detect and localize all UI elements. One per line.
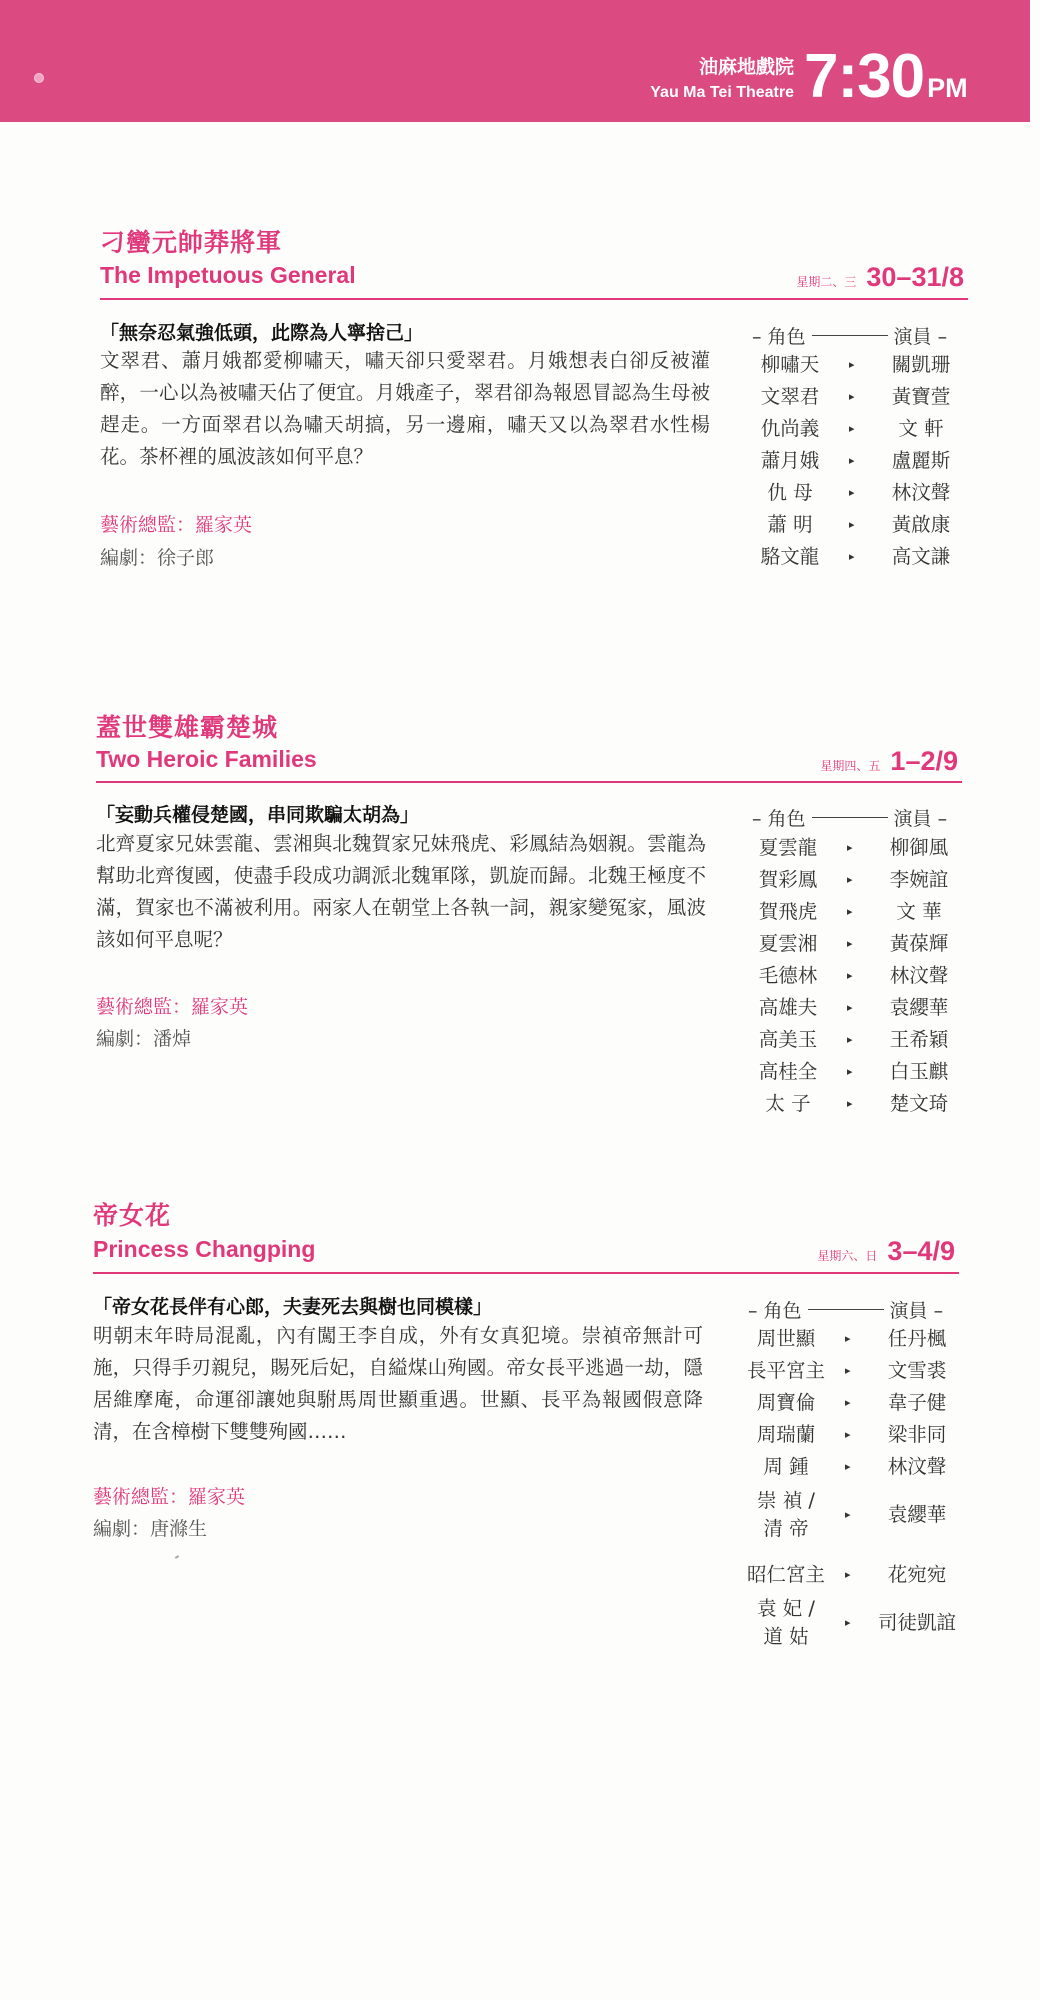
cast-actor: 梁非同 bbox=[887, 1423, 947, 1446]
cast-role: 長平宮主 bbox=[746, 1359, 825, 1382]
cast-actor: 林汶聲 bbox=[889, 964, 949, 987]
arrow-icon: ▸ bbox=[845, 1364, 851, 1377]
show-title-en: Princess Changping bbox=[93, 1236, 316, 1262]
show-weekday: 星期二、三 bbox=[796, 275, 857, 289]
cast-role: 袁 妃 / bbox=[757, 1597, 815, 1620]
show-weekday: 星期四、五 bbox=[820, 759, 881, 773]
show-title-en: Two Heroic Families bbox=[96, 746, 317, 772]
venue-name-zh: 油麻地戲院 bbox=[698, 56, 794, 78]
cast-role: 夏雲龍 bbox=[758, 836, 818, 859]
cast-role: 周 鍾 bbox=[763, 1455, 809, 1478]
show-synopsis: 明朝末年時局混亂，內有闖王李自成，外有女真犯境。崇禎帝無計可施，只得手刃親兒，賜死后妃，自縊煤山殉國。帝女長平逃過一劫，隱居維摩庵，命運卻讓她與駙馬周世顯重遇。世顯、長平為報國假意降清，在含樟樹下雙雙殉國…… bbox=[93, 1324, 703, 1443]
arrow-icon: ▸ bbox=[849, 486, 855, 499]
arrow-icon: ▸ bbox=[849, 390, 855, 403]
title-rule bbox=[96, 781, 962, 783]
cast-header-actor: 演員 – bbox=[889, 1300, 944, 1322]
show-time bbox=[804, 42, 968, 119]
cast-role: 周瑞蘭 bbox=[756, 1423, 816, 1446]
arrow-icon: ▸ bbox=[845, 1508, 851, 1521]
artistic-director: 藝術總監：羅家英 bbox=[100, 514, 253, 536]
show-title-zh: 蓋世雙雄霸楚城 bbox=[96, 713, 279, 742]
arrow-icon: ▸ bbox=[847, 1065, 853, 1078]
arrow-icon: ▸ bbox=[845, 1396, 851, 1409]
cast-role: 駱文龍 bbox=[760, 545, 820, 568]
artistic-director: 藝術總監：羅家英 bbox=[93, 1486, 246, 1508]
cast-actor: 文 軒 bbox=[898, 417, 944, 440]
paper-mark bbox=[175, 1555, 179, 1559]
header-band bbox=[0, 0, 1030, 122]
cast-actor: 文 華 bbox=[896, 900, 942, 923]
cast-actor: 司徒凱誼 bbox=[877, 1611, 956, 1634]
playwright: 編劇：徐子郎 bbox=[100, 547, 215, 569]
arrow-icon: ▸ bbox=[845, 1332, 851, 1345]
cast-role: 蕭月娥 bbox=[760, 449, 820, 472]
arrow-icon: ▸ bbox=[847, 873, 853, 886]
cast-role: 高雄夫 bbox=[758, 996, 818, 1019]
cast-actor: 黃啟康 bbox=[891, 513, 951, 536]
arrow-icon: ▸ bbox=[847, 1033, 853, 1046]
cast-actor: 白玉麒 bbox=[889, 1060, 949, 1083]
cast-header-line bbox=[812, 335, 888, 336]
cast-header-role: – 角色 bbox=[752, 808, 806, 830]
show-date-line bbox=[820, 746, 958, 777]
arrow-icon: ▸ bbox=[845, 1460, 851, 1473]
arrow-icon: ▸ bbox=[849, 518, 855, 531]
cast-actor: 林汶聲 bbox=[891, 481, 951, 504]
arrow-icon: ▸ bbox=[849, 550, 855, 563]
cast-role: 高美玉 bbox=[758, 1028, 818, 1051]
show-date: 30–31/8 bbox=[866, 262, 964, 292]
arrow-icon: ▸ bbox=[849, 358, 855, 371]
cast-actor: 盧麗斯 bbox=[891, 449, 951, 472]
playwright: 編劇：唐滌生 bbox=[93, 1518, 208, 1540]
cast-actor: 王希穎 bbox=[889, 1028, 949, 1051]
cast-role: 賀飛虎 bbox=[758, 900, 818, 923]
cast-role: 夏雲湘 bbox=[758, 932, 818, 955]
cast-role-line2: 道 姑 bbox=[763, 1625, 809, 1648]
cast-actor: 韋子健 bbox=[887, 1391, 947, 1414]
title-rule bbox=[100, 298, 968, 300]
cast-header bbox=[752, 804, 947, 831]
cast-role: 蕭 明 bbox=[767, 513, 813, 536]
cast-header-line bbox=[812, 817, 888, 818]
arrow-icon: ▸ bbox=[847, 1097, 853, 1110]
arrow-icon: ▸ bbox=[847, 937, 853, 950]
cast-role: 文翠君 bbox=[760, 385, 820, 408]
show-tagline: 「妄動兵權侵楚國，串同欺騙太胡為」 bbox=[96, 804, 420, 826]
cast-role: 毛德林 bbox=[758, 964, 818, 987]
show-date: 3–4/9 bbox=[887, 1236, 955, 1266]
cast-role: 仇 母 bbox=[767, 481, 813, 504]
cast-role: 柳嘯天 bbox=[760, 353, 820, 376]
arrow-icon: ▸ bbox=[847, 1001, 853, 1014]
cast-actor: 黃寶萱 bbox=[891, 385, 951, 408]
show-title-zh: 刁蠻元帥莽將軍 bbox=[100, 228, 283, 257]
cast-header-line bbox=[808, 1309, 884, 1310]
cast-actor: 黃葆輝 bbox=[889, 932, 949, 955]
show-title-en: The Impetuous General bbox=[100, 262, 356, 288]
arrow-icon: ▸ bbox=[845, 1428, 851, 1441]
show-time-digits: 7:30 bbox=[804, 42, 925, 111]
cast-role: 昭仁宮主 bbox=[746, 1563, 825, 1586]
cast-actor: 林汶聲 bbox=[887, 1455, 947, 1478]
cast-header bbox=[748, 1296, 943, 1323]
cast-role: 周寶倫 bbox=[756, 1391, 816, 1414]
cast-role: 高桂全 bbox=[758, 1060, 818, 1083]
artistic-director: 藝術總監：羅家英 bbox=[96, 996, 249, 1018]
cast-actor: 李婉誼 bbox=[889, 868, 949, 891]
cast-actor: 高文謙 bbox=[891, 545, 951, 568]
arrow-icon: ▸ bbox=[847, 841, 853, 854]
cast-actor: 任丹楓 bbox=[887, 1327, 947, 1350]
show-date: 1–2/9 bbox=[890, 746, 958, 776]
show-date-line bbox=[796, 262, 964, 293]
arrow-icon: ▸ bbox=[847, 969, 853, 982]
cast-actor: 袁纓華 bbox=[887, 1503, 947, 1526]
show-date-line bbox=[817, 1236, 955, 1267]
header-dot bbox=[34, 73, 44, 83]
arrow-icon: ▸ bbox=[849, 422, 855, 435]
show-synopsis: 文翠君、蕭月娥都愛柳嘯天，嘯天卻只愛翠君。月娥想表白卻反被灌醉，一心以為被嘯天佔了便宜。月娥產子，翠君卻為報恩冒認為生母被趕走。一方面翠君以為嘯天胡搞，另一邊廂，嘯天又以為翠君水性楊花。茶杯裡的風波該如何平息？ bbox=[100, 349, 710, 468]
cast-actor: 花宛宛 bbox=[887, 1563, 947, 1586]
cast-role: 仇尚義 bbox=[760, 417, 820, 440]
cast-header bbox=[752, 322, 947, 349]
cast-role: 賀彩鳳 bbox=[758, 868, 818, 891]
cast-role-line2: 清 帝 bbox=[763, 1517, 809, 1540]
show-time-suffix: PM bbox=[927, 73, 968, 103]
show-synopsis: 北齊夏家兄妹雲龍、雲湘與北魏賀家兄妹飛虎、彩鳳結為姻親。雲龍為幫助北齊復國，使盡手段成功調派北魏軍隊，凱旋而歸。北魏王極度不滿，賀家也不滿被利用。兩家人在朝堂上各執一詞，親家變冤家，風波該如何平息呢？ bbox=[96, 832, 706, 951]
arrow-icon: ▸ bbox=[847, 905, 853, 918]
show-tagline: 「帝女花長伴有心郎，夫妻死去與樹也同模樣」 bbox=[93, 1296, 493, 1318]
show-tagline: 「無奈忍氣強低頭，此際為人寧捨己」 bbox=[100, 322, 424, 344]
cast-header-actor: 演員 – bbox=[893, 326, 948, 348]
cast-actor: 楚文琦 bbox=[889, 1092, 949, 1115]
cast-header-actor: 演員 – bbox=[893, 808, 948, 830]
cast-row bbox=[736, 1488, 956, 1544]
cast-actor: 文雪裘 bbox=[887, 1359, 947, 1382]
cast-header-role: – 角色 bbox=[748, 1300, 802, 1322]
cast-header-role: – 角色 bbox=[752, 326, 806, 348]
show-title-zh: 帝女花 bbox=[93, 1201, 172, 1230]
cast-actor: 柳御風 bbox=[889, 836, 949, 859]
title-rule bbox=[93, 1272, 959, 1274]
cast-role: 太 子 bbox=[765, 1092, 811, 1115]
show-weekday: 星期六、日 bbox=[817, 1249, 878, 1263]
venue-name-en: Yau Ma Tei Theatre bbox=[650, 84, 794, 101]
cast-row bbox=[736, 1596, 956, 1652]
cast-actor: 袁纓華 bbox=[889, 996, 949, 1019]
cast-role: 崇 禎 / bbox=[757, 1489, 815, 1512]
arrow-icon: ▸ bbox=[845, 1568, 851, 1581]
cast-role: 周世顯 bbox=[756, 1327, 816, 1350]
playwright: 編劇：潘焯 bbox=[96, 1028, 192, 1050]
arrow-icon: ▸ bbox=[845, 1616, 851, 1629]
cast-actor: 關凱珊 bbox=[891, 353, 951, 376]
arrow-icon: ▸ bbox=[849, 454, 855, 467]
